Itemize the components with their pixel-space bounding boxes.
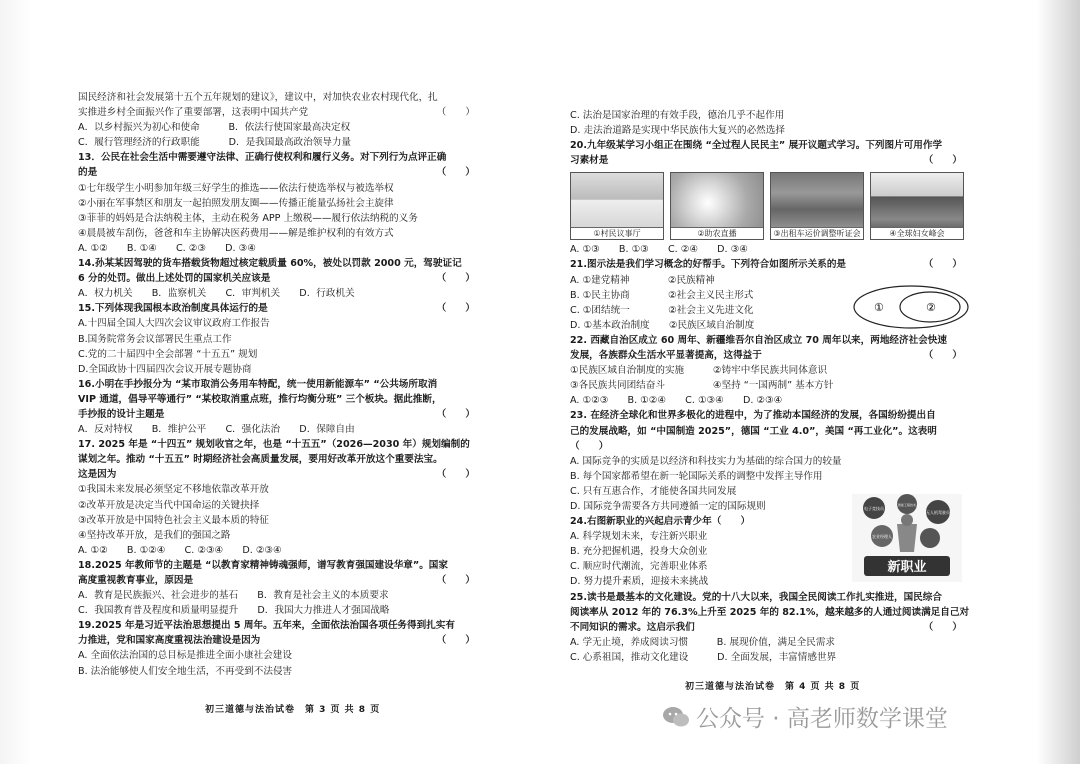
text-line	[78, 150, 483, 165]
text-line	[78, 633, 483, 648]
text-line	[570, 408, 970, 423]
venn-diagram	[852, 284, 970, 330]
line-text: D. ①基本政治制度 ②民族区域自治制度	[570, 319, 755, 331]
line-text: 高度重视教育事业，原因是	[78, 575, 194, 586]
line-text: 16.小明在手抄报分为 “某市取消公务用车特配，统一使用新能源车” “公共场所取消	[78, 378, 438, 390]
line-text: A. 科学规划未来，专注新兴职业	[570, 531, 708, 543]
line-text: B. 每个国家都希望在新一轮国际关系的调整中发挥主导作用	[570, 470, 823, 482]
text-line	[78, 437, 483, 452]
photo-caption: ①村民议事厅	[571, 227, 663, 239]
text-line	[78, 452, 483, 467]
line-text: C. 法治是国家治理的有效手段，德治几乎不起作用	[570, 110, 785, 121]
text-line	[570, 605, 970, 620]
line-text: 6 分的处罚。做出上述处罚的国家机关应该是	[78, 273, 271, 285]
line-text: 23. 在经济全球化和世界多极化的进程中，为了推动本国经济的发展，各国纷纷提出自	[570, 410, 936, 422]
text-line	[570, 469, 970, 484]
line-text: ③改革开放是中国特色社会主义最本质的特征	[78, 514, 269, 526]
line-text: A．教育是民族振兴、社会进步的基石 B．教育是社会主义的本质要求	[78, 590, 389, 602]
line-text: C.党的二十届四中全会部署 “十五五” 规划	[78, 348, 258, 360]
line-text: 习素材是	[570, 155, 609, 167]
line-text: 24.右图新职业的兴起启示青少年（ ）	[570, 516, 751, 528]
line-text: A. ①建党精神 ②民族精神	[570, 274, 715, 286]
text-line	[78, 498, 483, 513]
line-text: A. 国际竞争的实质是以经济和科技实力为基础的综合国力的较量	[570, 455, 842, 467]
text-line	[78, 422, 483, 437]
line-text: ③菲菲的妈妈是合法纳税主体，主动在税务 APP 上缴税——履行依法纳税的义务	[78, 212, 418, 224]
line-text: 实推进乡村全面振兴作了重要部署，这表明中国共产党	[78, 107, 309, 119]
text-line	[78, 135, 483, 150]
text-line	[570, 108, 970, 123]
answer-parentheses: （ ）	[436, 167, 475, 179]
text-line	[570, 635, 970, 650]
text-line	[570, 454, 970, 469]
line-text: D. 国际竞争需要各方共同遵循一定的国际规则	[570, 500, 766, 512]
text-line	[78, 120, 483, 135]
line-text: ①我国未来发展必须坚定不移地依靠改革开放	[78, 484, 269, 496]
text-line	[78, 347, 483, 362]
footer-page-4: 初三道德与法治试卷 第 4 页 共 8 页	[685, 682, 861, 692]
text-line	[78, 467, 483, 482]
watermark-text: 公众号 · 高老师数学课堂	[696, 706, 948, 732]
line-text: A. 学无止境，养成阅读习惯 B. 展现价值，满足全民需求	[570, 636, 836, 648]
photo-caption: ④全球妇女峰会	[871, 227, 963, 239]
photo-4	[870, 172, 964, 240]
text-line	[78, 301, 483, 316]
line-text: A．反对特权 B．维护公平 C．强化法治 D．保障自由	[78, 424, 355, 436]
text-line	[78, 165, 483, 180]
text-line	[570, 439, 970, 454]
text-line	[78, 362, 483, 377]
text-line	[78, 558, 483, 573]
answer-parentheses: （ ）	[923, 621, 962, 633]
text-line	[570, 363, 970, 378]
venn-label-2: ②	[926, 301, 936, 314]
line-text: 手抄报的设计主题是	[78, 408, 165, 420]
answer-parentheses: （ ）	[436, 575, 475, 586]
text-line	[570, 138, 970, 153]
line-text: C. 只有互惠合作，才能使各国共同发展	[570, 485, 737, 497]
line-text: 14.孙某某因驾驶的货车搭载货物超过核定载质量 60%，被处以罚款 2000 元，驾驶证记	[78, 258, 462, 270]
answer-parentheses: （ ）	[436, 107, 475, 119]
line-text: 17. 2025 年是 “十四五” 规划收官之年，也是 “十五五”（2026—2030 年）规划编制的	[78, 439, 470, 451]
newjob-label: 新职业	[887, 560, 927, 575]
photo-2	[670, 172, 764, 240]
line-text: 25.读书是最基本的文化建设。党的十八大以来，我国全民阅读工作扎实推进，国民综合	[570, 591, 942, 603]
photo-3	[770, 172, 864, 240]
line-text: 不同知识的需求。这启示我们	[570, 621, 695, 633]
watermark	[662, 700, 948, 733]
text-line	[78, 377, 483, 392]
line-text: C．履行管理经济的行政职能 D．是我国最高政治领导力量	[78, 137, 352, 149]
text-line	[78, 196, 483, 211]
line-text: （ ）	[570, 440, 609, 452]
line-text: ④坚持改革开放，是我们的强国之路	[78, 529, 231, 541]
photo-caption: ③出租车运价调整听证会	[771, 227, 863, 239]
right-page-column	[570, 108, 970, 665]
line-text: ③各民族共同团结奋斗 ④坚持 “一国两制” 基本方针	[570, 380, 834, 392]
text-line	[78, 664, 483, 679]
line-text: 国民经济和社会发展第十五个五年规划的建议》，建议中，对加快农业农村现代化，扎	[78, 92, 438, 103]
text-line	[78, 407, 483, 422]
line-text: A．以乡村振兴为初心和使命 B．依法行使国家最高决定权	[78, 122, 351, 134]
answer-parentheses: （ ）	[436, 408, 475, 420]
bubble-2: 人工智能工程技术人员	[891, 503, 923, 507]
line-text: 15.下列体现我国根本政治制度具体运行的是	[78, 303, 268, 315]
text-line	[570, 378, 970, 393]
text-line	[78, 543, 483, 558]
text-line	[78, 105, 483, 120]
line-text: B. 法治能够使人们安全地生活，不再受到不法侵害	[78, 665, 293, 677]
photo-caption: ②助农直播	[671, 227, 763, 239]
photo-strip	[570, 172, 970, 240]
text-line	[78, 618, 483, 633]
line-text: 13．公民在社会生活中需要遵守法律、正确行使权利和履行义务。对下列行为点评正确	[78, 152, 447, 164]
text-line	[78, 513, 483, 528]
line-text: A．权力机关 B．监察机关 C．审判机关 D．行政机关	[78, 288, 355, 300]
answer-parentheses: （ ）	[923, 155, 962, 167]
text-line	[570, 650, 970, 665]
line-text: D. 努力提升素质，迎接未来挑战	[570, 576, 709, 588]
text-line	[78, 392, 483, 407]
line-text: ②改革开放是决定当代中国命运的关键抉择	[78, 499, 260, 511]
line-text: C．我国教育普及程度和质量明显提升 D．我国大力推进人才强国战略	[78, 605, 390, 617]
text-line	[78, 332, 483, 347]
text-line	[78, 316, 483, 331]
text-line	[570, 153, 970, 168]
line-text: A. 全面依法治国的总目标是推进全面小康社会建设	[78, 650, 292, 662]
line-text: ②小丽在军事禁区和朋友一起拍照发朋友圈——传播正能量弘扬社会主旋律	[78, 197, 394, 209]
line-text: 谋划之年。推动 “十五五” 时期经济社会高质量发展，要用好改革开放这个重要法宝。	[78, 454, 443, 466]
bubble-1: 电子竞技员	[864, 506, 884, 511]
text-line	[78, 211, 483, 226]
line-text: B. ①民主协商 ②社会主义民主形式	[570, 289, 754, 301]
line-text: 21.图示法是我们学习概念的好帮手。下列符合如图所示关系的是	[570, 259, 847, 271]
bubble-4: 农业经理人	[872, 534, 892, 539]
answer-parentheses: （ ）	[436, 303, 475, 315]
line-text: C. ①团结统一 ②社会主义先进文化	[570, 304, 754, 316]
text-line	[78, 482, 483, 497]
line-text: 22. 西藏自治区成立 60 周年、新疆维吾尔自治区成立 70 周年以来，两地经济社会快速	[570, 334, 947, 346]
line-text: A.十四届全国人大四次会议审议政府工作报告	[78, 318, 270, 330]
line-text: D. 走法治道路是实现中华民族伟大复兴的必然选择	[570, 125, 785, 137]
text-line	[78, 528, 483, 543]
line-text: 发展，各族群众生活水平显著提高，这得益于	[570, 350, 762, 362]
left-page-column	[78, 90, 483, 679]
text-line	[78, 181, 483, 196]
text-line	[78, 241, 483, 256]
text-line	[78, 603, 483, 618]
answer-parentheses: （ ）	[436, 635, 475, 647]
line-text: C. 心系祖国，推动文化建设 D. 全面发展，丰富情感世界	[570, 651, 837, 663]
line-text: A. ①③ B. ①③ C. ②④ D. ③④	[570, 244, 748, 256]
new-occupation-illustration	[852, 494, 962, 582]
wechat-icon	[662, 706, 690, 728]
text-line	[570, 620, 970, 635]
line-text: A. ①② B. ①④ C. ②③ D. ③④	[78, 242, 256, 254]
text-line	[78, 226, 483, 241]
line-text: 阅读率从 2012 年的 76.3%上升至 2025 年的 82.1%，越来越多的人通过阅读满足自己对	[570, 606, 970, 618]
text-line	[78, 588, 483, 603]
line-text: VIP 通道，倡导平等通行” “某校取消重点班，推行均衡分班” 三个板块。据此推断，	[78, 393, 442, 405]
text-line	[78, 271, 483, 286]
text-line	[570, 242, 970, 257]
line-text: 的是	[78, 167, 98, 179]
line-text: ①七年级学生小明参加年级三好学生的推选——依法行使选举权与被选举权	[78, 182, 394, 194]
line-text: 18.2025 年教师节的主题是 “以教育家精神铸魂强师，谱写教育强国建设华章”。国家	[78, 559, 448, 571]
line-text: C. 顺应时代潮流，完善职业体系	[570, 561, 708, 573]
line-text: B.国务院常务会议部署民生重点工作	[78, 333, 232, 345]
answer-parentheses: （ ）	[923, 259, 962, 271]
text-line	[570, 590, 970, 605]
line-text: 己的发展战略，如 “中国制造 2025”，德国 “工业 4.0”，美国 “再工业化”。这表明	[570, 425, 937, 437]
text-line	[78, 256, 483, 271]
text-line	[78, 648, 483, 663]
venn-label-1: ①	[874, 301, 884, 314]
line-text: B. 充分把握机遇，投身大众创业	[570, 546, 708, 558]
text-line	[570, 348, 970, 363]
photo-1	[570, 172, 664, 240]
line-text: 20.九年级某学习小组正在围绕 “全过程人民民主” 展开议题式学习。下列图片可用作学	[570, 140, 943, 152]
text-line	[78, 90, 483, 105]
answer-parentheses: （ ）	[436, 469, 475, 481]
text-line	[570, 424, 970, 439]
text-line	[570, 393, 970, 408]
text-line	[78, 573, 483, 588]
line-text: D.全国政协十四届四次会议开展专题协商	[78, 363, 252, 375]
text-line	[78, 286, 483, 301]
line-text: 力推进，党和国家高度重视法治建设是因为	[78, 635, 261, 647]
bubble-3: 无人机驾驶员	[926, 510, 950, 515]
text-line	[570, 333, 970, 348]
line-text: 19.2025 年是习近平法治思想提出 5 周年。五年来，全面依法治国各项任务得到扎实有	[78, 620, 455, 632]
footer-page-3: 初三道德与法治试卷 第 3 页 共 8 页	[205, 705, 381, 715]
line-text: ①民族区域自治制度的实施 ②铸牢中华民族共同体意识	[570, 365, 828, 377]
line-text: ④晨晨被车刮伤，爸爸和车主协解决医药费用——解是维护权利的有效方式	[78, 227, 394, 239]
line-text: A. ①② B. ①②④ C. ②③④ D. ②③④	[78, 544, 282, 556]
answer-parentheses: （ ）	[436, 273, 475, 285]
line-text: A. ①②③ B. ①②④ C. ①③④ D. ②③④	[570, 395, 783, 407]
line-text: 这是因为	[78, 469, 117, 481]
text-line	[570, 123, 970, 138]
answer-parentheses: （ ）	[923, 350, 962, 362]
text-line	[570, 257, 970, 272]
